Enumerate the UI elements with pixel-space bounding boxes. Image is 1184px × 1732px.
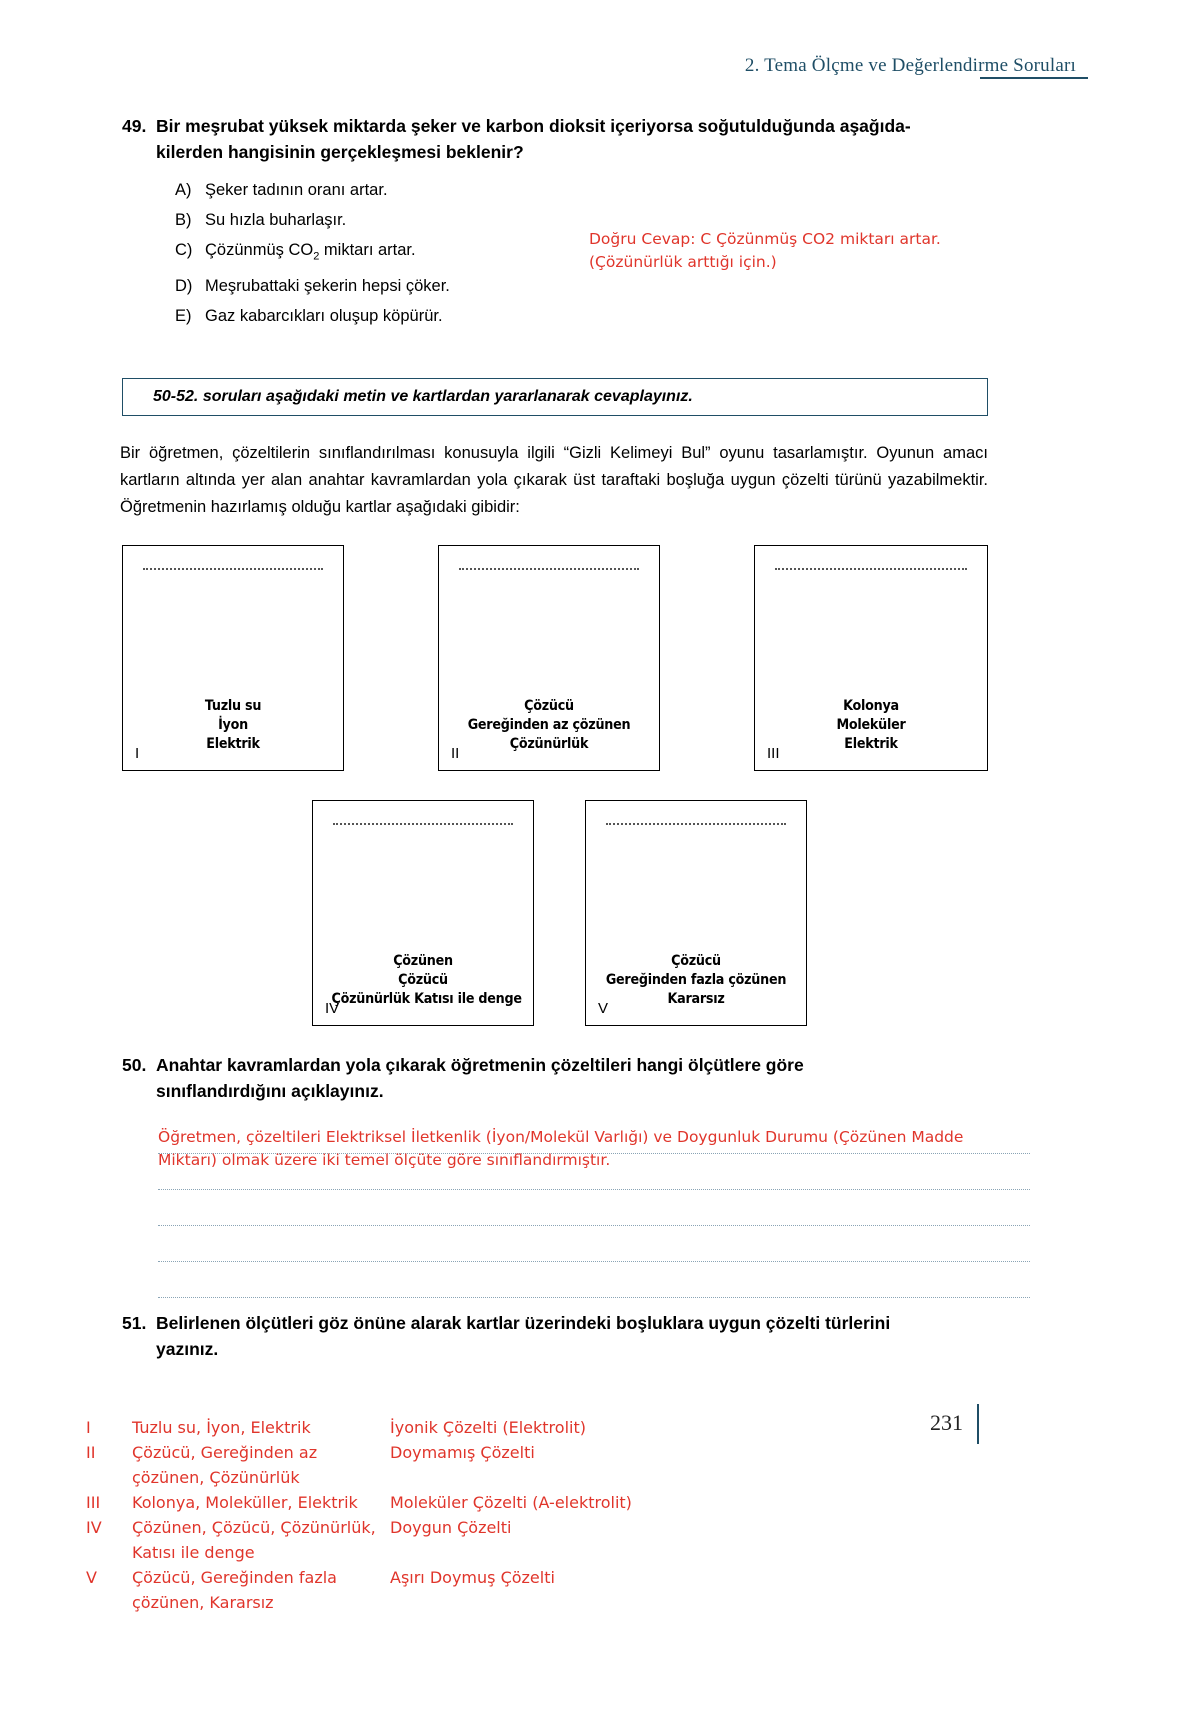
card-2-keyword-1: Çözücü: [524, 698, 574, 714]
option-a-letter: A): [175, 181, 192, 199]
option-c-letter: C): [175, 241, 193, 259]
answer-key-roman-4: IV: [86, 1518, 102, 1537]
page-header: [745, 55, 1076, 77]
card-3-blank-line[interactable]: [775, 568, 967, 570]
answer-key-roman-1: I: [86, 1418, 91, 1437]
card-1-keywords: [141, 697, 324, 754]
concept-card-5: [585, 800, 807, 1026]
question-50-answer-line2: Miktarı) olmak üzere iki temel ölçüte göre sınıflandırmıştır.: [158, 1151, 611, 1169]
concept-card-4: [312, 800, 534, 1026]
concept-card-2: [438, 545, 660, 771]
card-1-keyword-2: İyon: [218, 717, 248, 733]
card-5-keyword-2: Gereğinden fazla çözünen: [605, 972, 787, 988]
option-d-text: Meşrubattaki şekerin hepsi çöker.: [205, 277, 450, 296]
option-d-letter: D): [175, 277, 193, 296]
question-50-line1: Anahtar kavramlardan yola çıkarak öğretmenin çözeltileri hangi ölçütlere göre: [156, 1055, 804, 1075]
card-1-roman: I: [135, 745, 140, 762]
answer-line-3[interactable]: [158, 1190, 1030, 1226]
question-49-line1: Bir meşrubat yüksek miktarda şeker ve karbon dioksit içeriyorsa soğutulduğunda aşağıda-: [156, 116, 911, 136]
answer-key-concepts-3: Kolonya, Moleküller, Elektrik: [132, 1493, 358, 1512]
card-1-keyword-3: Elektrik: [206, 736, 260, 752]
answer-key-roman-5: V: [86, 1568, 97, 1587]
card-4-roman: IV: [325, 1000, 340, 1017]
page-number-rule: [977, 1404, 979, 1444]
answer-key-concepts-1: Tuzlu su, İyon, Elektrik: [132, 1418, 311, 1437]
answer-key-row: [86, 1565, 966, 1615]
question-50-line2: sınıflandırdığını açıklayınız.: [156, 1081, 384, 1101]
answer-key-row: [86, 1440, 966, 1490]
card-3-keyword-1: Kolonya: [843, 698, 899, 714]
option-c-text-after: miktarı artar.: [319, 241, 416, 259]
card-4-blank-line[interactable]: [333, 823, 513, 825]
answer-key-concepts-2: Çözücü, Gereğinden az çözünen, Çözünürlük: [132, 1443, 318, 1487]
question-49: [122, 113, 1012, 165]
answer-key-type-2: Doymamış Çözelti: [390, 1443, 535, 1462]
answer-key-row: [86, 1490, 966, 1515]
card-4-keyword-1: Çözünen: [393, 953, 453, 969]
question-50-answer-note: [158, 1126, 1036, 1172]
answer-key-concepts-4: Çözünen, Çözücü, Çözünürlük, Katısı ile denge: [132, 1518, 376, 1562]
option-d[interactable]: [175, 276, 555, 297]
answer-key-roman-2: II: [86, 1443, 96, 1462]
option-b[interactable]: [175, 210, 555, 231]
question-51: [122, 1310, 1002, 1362]
answer-line-5[interactable]: [158, 1262, 1030, 1298]
answer-key-type-1: İyonik Çözelti (Elektrolit): [390, 1418, 586, 1437]
answer-key-type-4: Doygun Çözelti: [390, 1518, 512, 1537]
question-50: [122, 1052, 1002, 1104]
answer-key-row: [86, 1515, 966, 1565]
option-c[interactable]: [175, 240, 555, 267]
answer-key-roman-3: III: [86, 1493, 101, 1512]
header-rule: [980, 77, 1088, 79]
question-51-text: [156, 1310, 890, 1362]
card-4-keyword-3: Çözünürlük Katısı ile denge: [331, 991, 522, 1007]
question-49-answer-line2: (Çözünürlük arttığı için.): [589, 253, 777, 271]
question-51-line1: Belirlenen ölçütleri göz önüne alarak kartlar üzerindeki boşluklara uygun çözelti türlerini: [156, 1313, 891, 1333]
page-number: 231: [930, 1410, 963, 1435]
question-50-text: [156, 1052, 804, 1104]
option-e-letter: E): [175, 307, 192, 326]
option-b-letter: B): [175, 211, 192, 229]
option-a[interactable]: [175, 180, 555, 201]
card-2-keyword-3: Çözünürlük: [509, 736, 589, 752]
card-3-roman: III: [767, 745, 780, 762]
header-title: 2. Tema Ölçme ve Değerlendirme Soruları: [744, 55, 1076, 76]
answer-key-concepts-5: Çözücü, Gereğinden fazla çözünen, Kararsız: [132, 1568, 337, 1612]
option-e[interactable]: [175, 306, 555, 327]
answer-key-type-3: Moleküler Çözelti (A-elektrolit): [390, 1493, 632, 1512]
card-5-keyword-1: Çözücü: [671, 953, 721, 969]
card-4-keyword-2: Çözücü: [398, 972, 448, 988]
card-4-keywords: [331, 952, 522, 1009]
question-49-answer-line1: Doğru Cevap: C Çözünmüş CO2 miktarı artar.: [589, 230, 941, 248]
concept-card-3: [754, 545, 988, 771]
option-c-subscript: 2: [313, 250, 320, 263]
question-51-number: 51.: [122, 1313, 147, 1333]
question-49-number: 49.: [122, 116, 147, 136]
question-49-answer-note: [589, 228, 1009, 274]
answer-key-row: [86, 1415, 966, 1440]
option-a-text: Şeker tadının oranı artar.: [205, 181, 388, 199]
card-3-keyword-3: Elektrik: [844, 736, 898, 752]
card-2-blank-line[interactable]: [459, 568, 639, 570]
question-50-number: 50.: [122, 1055, 147, 1075]
card-5-blank-line[interactable]: [606, 823, 786, 825]
option-c-text-before: Çözünmüş CO: [205, 241, 314, 259]
answer-line-4[interactable]: [158, 1226, 1030, 1262]
option-c-text: [205, 240, 416, 267]
question-51-line2: yazınız.: [156, 1339, 219, 1359]
card-3-keyword-2: Moleküler: [836, 717, 906, 733]
concept-card-1: [122, 545, 344, 771]
question-49-options: [175, 180, 555, 336]
instruction-box: [122, 378, 988, 416]
card-2-roman: II: [451, 745, 460, 762]
answer-key-list: [86, 1415, 966, 1615]
instruction-text: 50-52. soruları aşağıdaki metin ve kartlardan yararlanarak cevaplayınız.: [153, 388, 693, 405]
question-49-text: [156, 113, 911, 165]
card-5-keywords: [604, 952, 787, 1009]
card-5-keyword-3: Kararsız: [667, 991, 725, 1007]
question-49-line2: kilerden hangisinin gerçekleşmesi beklenir?: [156, 142, 524, 162]
option-e-text: Gaz kabarcıkları oluşup köpürür.: [205, 307, 443, 326]
card-2-keyword-2: Gereğinden az çözünen: [467, 717, 631, 733]
card-1-keyword-1: Tuzlu su: [204, 698, 262, 714]
question-50-answer-line1: Öğretmen, çözeltileri Elektriksel İletkenlik (İyon/Molekül Varlığı) ve Doygunluk Durumu (Çözünen Madde: [158, 1128, 964, 1146]
answer-key-type-5: Aşırı Doymuş Çözelti: [390, 1568, 555, 1587]
card-3-keywords: [774, 697, 968, 754]
context-paragraph: Bir öğretmen, çözeltilerin sınıflandırılması konusuyla ilgili “Gizli Kelimeyi Bul” oyunu tasarlamıştır. Oyunun amacı kartların altında yer alan anahtar kavramlardan yola çıkarak üst taraftaki boşluğa uygun çözelti türünü yazabilmektir. Öğretmenin hazırlamış olduğu kartlar aşağıdaki gibidir:: [120, 444, 988, 516]
option-b-text: Su hızla buharlaşır.: [205, 211, 347, 229]
card-5-roman: V: [598, 1000, 609, 1017]
card-2-keywords: [457, 697, 640, 754]
card-1-blank-line[interactable]: [143, 568, 323, 570]
